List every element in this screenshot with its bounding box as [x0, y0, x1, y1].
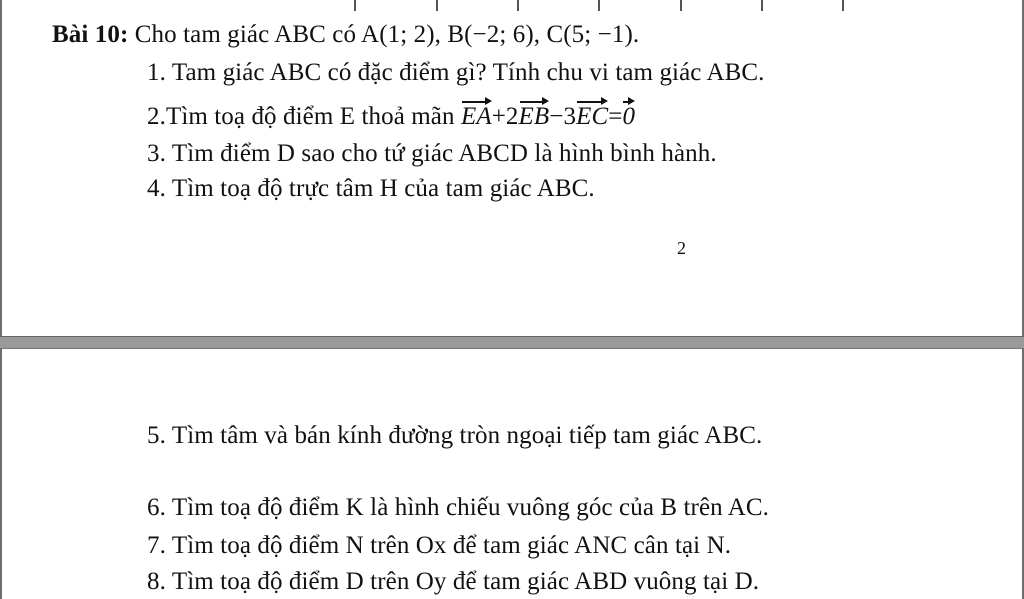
question-label: 6.: [147, 494, 166, 521]
question-text: Tìm tâm và bán kính đường tròn ngoại tiếp tam giác ABC.: [171, 422, 763, 449]
page-separator: [0, 336, 1024, 349]
question-1: [147, 58, 765, 88]
coefficient-2: 2: [505, 103, 519, 130]
question-text: Tam giác ABC có đặc điểm gì? Tính chu vi tam giác ABC.: [171, 59, 765, 86]
page-bottom: [0, 349, 1024, 599]
plus-sign: +: [491, 103, 506, 130]
question-label: 3.: [147, 140, 166, 167]
question-7: [147, 531, 731, 561]
question-label: 2.: [147, 103, 166, 130]
question-text: Tìm điểm D sao cho tứ giác ABCD là hình bình hành.: [171, 140, 717, 167]
problem-statement: Cho tam giác ABC có A(1; 2), B(−2; 6), C(5; −1).: [134, 21, 640, 48]
ruler-tick: [680, 0, 682, 11]
question-4: [147, 174, 595, 204]
question-text: Tìm toạ độ điểm K là hình chiếu vuông góc của B trên AC.: [171, 494, 770, 521]
question-text: Tìm toạ độ điểm N trên Ox để tam giác ANC cân tại N.: [171, 532, 732, 559]
ruler-tick: [517, 0, 519, 11]
question-label: 5.: [147, 422, 166, 449]
coefficient-3: 3: [563, 103, 577, 130]
minus-sign: −: [549, 103, 564, 130]
question-label: 4.: [147, 175, 166, 202]
zero-vector: 0: [622, 98, 635, 132]
problem-heading: Bài 10:: [52, 21, 129, 48]
ruler-tick: [842, 0, 844, 11]
question-label: 1.: [147, 59, 166, 86]
vector-eb: EB: [519, 98, 550, 132]
problem-title: [52, 20, 639, 50]
question-8: [147, 567, 759, 597]
ruler-ticks: [2, 0, 1024, 16]
ruler-tick: [354, 0, 356, 11]
vector-ea: EA: [461, 98, 492, 132]
question-text: Tìm toạ độ trực tâm H của tam giác ABC.: [171, 175, 595, 202]
question-3: [147, 139, 717, 169]
ruler-tick: [598, 0, 600, 11]
question-5: [147, 421, 762, 451]
question-6: [147, 493, 769, 523]
question-label: 8.: [147, 568, 166, 595]
question-label: 7.: [147, 532, 166, 559]
vector-ec: EC: [576, 98, 608, 132]
ruler-tick: [436, 0, 438, 11]
equals-sign: =: [608, 103, 623, 130]
question-text: Tìm toạ độ điểm D trên Oy để tam giác ABD vuông tại D.: [171, 568, 760, 595]
question-text: Tìm toạ độ điểm E thoả mãn: [165, 103, 455, 130]
question-2: [147, 98, 635, 132]
ruler-tick: [761, 0, 763, 11]
page-number: 2: [677, 238, 686, 258]
